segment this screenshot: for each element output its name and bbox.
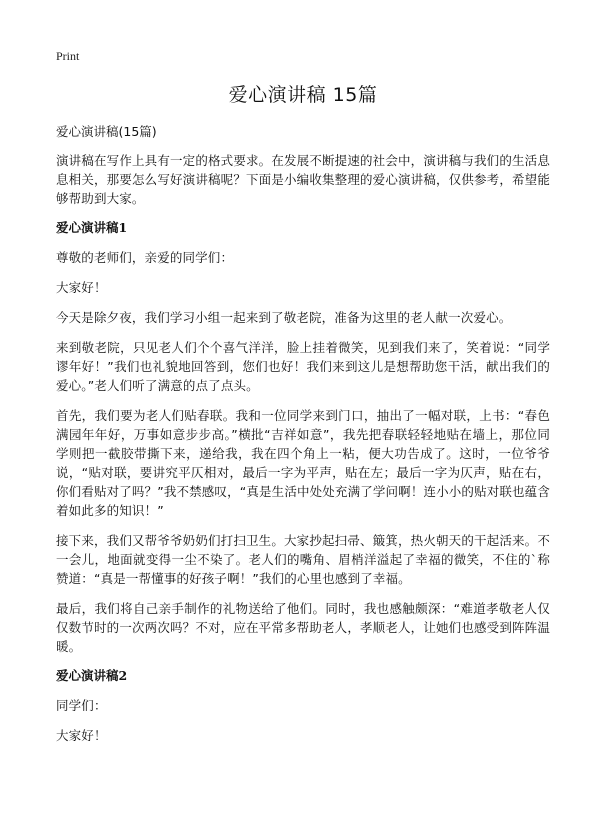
paragraph: 尊敬的老师们，亲爱的同学们：: [56, 250, 234, 265]
section-heading: 爱心演讲稿2: [56, 668, 128, 683]
print-link[interactable]: Print: [56, 49, 80, 63]
paragraph: 同学们：: [56, 698, 107, 713]
paragraph: 最后，我们将自己亲手制作的礼物送给了他们。同时，我也感触颇深：“难道孝敬老人仅仅数节时的一次两次吗？不对，应在平常多帮助老人，孝顺老人，让她们也感受到阵阵温暖。: [56, 601, 550, 654]
page-title: 爱心演讲稿 15篇: [228, 84, 378, 106]
paragraph: 大家好！: [56, 728, 107, 743]
intro-paragraph: 演讲稿在写作上具有一定的格式要求。在发展不断提速的社会中，演讲稿与我们的生活息息相关，那要怎么写好演讲稿呢？下面是小编收集整理的爱心演讲稿，仅供参考，希望能够帮助到大家。: [56, 153, 550, 206]
paragraph: 大家好！: [56, 280, 107, 295]
paragraph: 接下来，我们又帮爷爷奶奶们打扫卫生。大家抄起扫帚、簸箕，热火朝天的干起活来。不一会儿，地面就变得一尘不染了。老人们的嘴角、眉梢洋溢起了幸福的微笑，不住的`称赞道：“真是一帮懂事的好孩子啊！”我们的心里也感到了幸福。: [56, 533, 550, 586]
paragraph: 来到敬老院，只见老人们个个喜气洋洋，脸上挂着微笑，见到我们来了，笑着说：“同学谬年好！”我们也礼貌地回答到，您们也好！我们来到这儿是想帮助您干活，献出我们的爱心。”老人们听了满意的点了点头。: [56, 340, 550, 393]
section-heading: 爱心演讲稿1: [56, 220, 128, 235]
paragraph: 今天是除夕夜，我们学习小组一起来到了敬老院，准备为这里的老人献一次爱心。: [56, 310, 512, 325]
document-subtitle: 爱心演讲稿(15篇): [56, 124, 157, 139]
paragraph: 首先，我们要为老人们贴春联。我和一位同学来到门口，抽出了一幅对联，上书：“春色满园年年好，万事如意步步高。”横批“吉祥如意”，我先把春联轻轻地贴在墙上，那位同学则把一截胶带撕下来，递给我，我在四个角上一粘，便大功告成了。这时，一位爷爷说，“贴对联，要讲究平仄相对，最后一字为平声，贴在左；最后一字为仄声，贴在右，你们看贴对了吗？”我不禁感叹，“真是生活中处处充满了学问啊！连小小的贴对联也蕴含着如此多的知识！”: [56, 408, 550, 518]
